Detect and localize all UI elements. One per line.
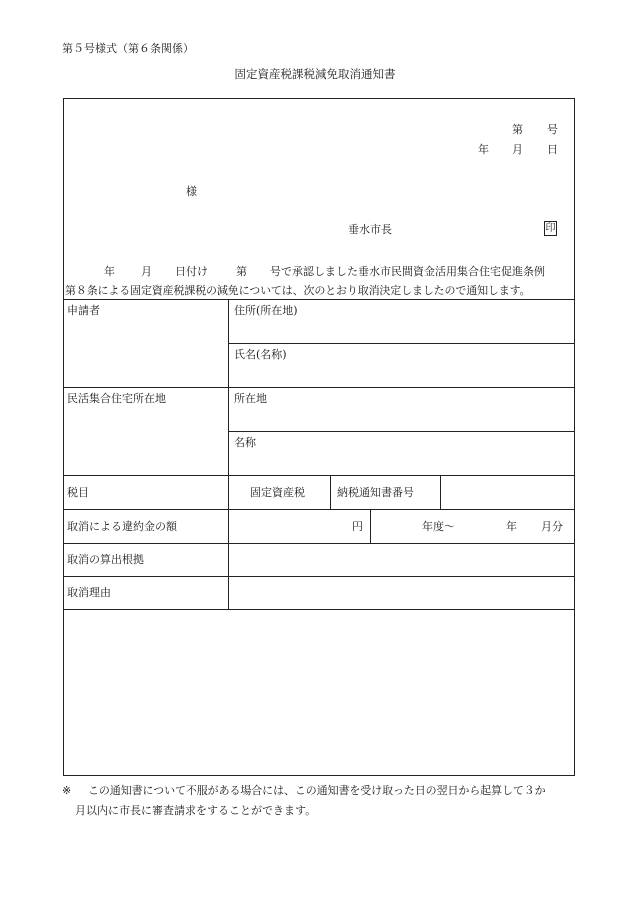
table-rule bbox=[330, 475, 331, 509]
body-day: 日付け bbox=[175, 265, 208, 278]
table-rule bbox=[228, 299, 229, 609]
table-rule bbox=[63, 576, 575, 577]
body-number-prefix: 第 bbox=[236, 265, 247, 278]
doc-number-prefix: 第 bbox=[512, 123, 523, 136]
note-line2: 月以内に市長に審査請求をすることができます。 bbox=[75, 804, 317, 817]
recipient-honorific: 様 bbox=[186, 185, 197, 198]
table-rule bbox=[63, 299, 575, 300]
table-rule bbox=[440, 475, 441, 509]
note-line1: この通知書について不服がある場合には、この通知書を受け取った日の翌日から起算して３か bbox=[88, 784, 546, 797]
table-rule bbox=[228, 431, 575, 432]
tax-item-value: 固定資産税 bbox=[250, 486, 305, 499]
seal-mark: 印 bbox=[545, 223, 556, 234]
penalty-label: 取消による違約金の額 bbox=[67, 520, 177, 533]
housing-location-label: 民活集合住宅所在地 bbox=[67, 392, 166, 405]
tax-notice-label: 納税通知書番号 bbox=[337, 486, 414, 499]
applicant-label: 申請者 bbox=[67, 304, 100, 317]
issuer-name: 垂水市長 bbox=[348, 223, 392, 236]
table-rule bbox=[63, 387, 575, 388]
table-rule bbox=[228, 343, 575, 344]
date-year: 年 bbox=[478, 143, 489, 156]
table-rule bbox=[370, 509, 371, 543]
body-year: 年 bbox=[104, 265, 115, 278]
fiscal-year: 年 bbox=[506, 520, 517, 533]
table-rule bbox=[63, 475, 575, 476]
date-day: 日 bbox=[547, 143, 558, 156]
doc-number-suffix: 号 bbox=[547, 123, 558, 136]
form-number: 第５号様式（第６条関係） bbox=[62, 42, 194, 55]
fiscal-from: 年度～ bbox=[422, 520, 455, 533]
body-month: 月 bbox=[141, 265, 152, 278]
name-label: 氏名(名称) bbox=[234, 348, 287, 361]
address-label: 住所(所在地) bbox=[234, 304, 298, 317]
table-rule bbox=[63, 609, 575, 610]
location-label: 所在地 bbox=[234, 392, 267, 405]
body-text-line2: 第８条による固定資産税課税の減免については、次のとおり取消決定しましたので通知します。 bbox=[65, 284, 531, 297]
penalty-unit: 円 bbox=[352, 520, 363, 533]
date-month: 月 bbox=[512, 143, 523, 156]
calculation-basis-label: 取消の算出根拠 bbox=[67, 553, 144, 566]
document-title: 固定資産税課税減免取消通知書 bbox=[234, 67, 396, 81]
form-frame bbox=[63, 98, 575, 776]
housing-name-label: 名称 bbox=[234, 436, 256, 449]
tax-item-label: 税目 bbox=[67, 486, 89, 499]
note-mark: ※ bbox=[62, 784, 72, 797]
table-rule bbox=[63, 543, 575, 544]
fiscal-month: 月分 bbox=[541, 520, 563, 533]
cancellation-reason-label: 取消理由 bbox=[67, 586, 111, 599]
table-rule bbox=[63, 509, 575, 510]
body-text-line1: 号で承認しました垂水市民間資金活用集合住宅促進条例 bbox=[270, 265, 545, 278]
